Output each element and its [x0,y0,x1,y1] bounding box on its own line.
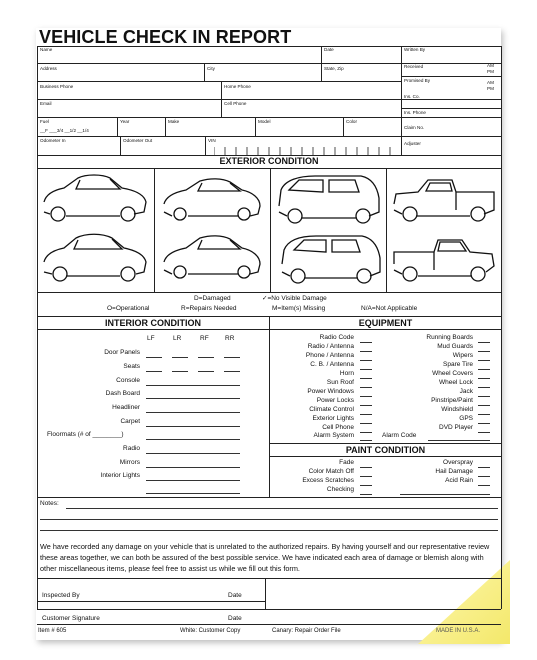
promised-am: AM [487,80,494,85]
equip-alarm-system: Alarm System [313,432,354,439]
legend-damaged: D=Damaged [194,295,231,302]
spare-tire-blank[interactable] [478,369,490,370]
ins-co-label: Ins. Co. [404,94,420,99]
minivan-right-car-icon[interactable] [278,230,383,286]
pickup-left-car-icon[interactable] [390,174,498,226]
equip-spare-tire: Spare Tire [443,361,473,368]
adjuster-label: Adjuster [404,141,421,146]
make-label: Make [168,119,180,124]
white-copy-note: White: Customer Copy [180,628,241,634]
equip-horn: Horn [339,370,354,377]
equip-wheel-covers: Wheel Covers [432,370,473,377]
notes-line-2[interactable] [40,519,498,520]
equip-alarm-code: Alarm Code [382,432,417,439]
interior-door-panels: Door Panels [104,349,140,356]
sedan-right-car-icon[interactable] [40,230,150,288]
written-by-label: Written By [404,47,426,52]
claim-no-label: Claim No. [404,125,425,130]
door-panels-rr[interactable] [224,357,240,358]
equip-cb-antenna: C. B. / Antenna [310,361,354,368]
address-label: Address [40,66,57,71]
equip-running-boards: Running Boards [426,334,473,341]
ins-phone-label: Ins. Phone [404,110,426,115]
door-panels-lr[interactable] [172,357,188,358]
legend-missing: M=Item(s) Missing [272,305,326,312]
name-label: Name [40,47,53,52]
customer-signature-label: Customer Signature [42,615,100,622]
dash-board-line[interactable] [146,398,240,399]
equip-jack: Jack [459,388,473,395]
wheel-covers-blank[interactable] [478,378,490,379]
paint-overspray: Overspray [443,459,473,466]
equip-windshield: Windshield [441,406,473,413]
interior-lights: Interior Lights [100,472,140,479]
received-am: AM [487,63,494,68]
paint-extra-blank[interactable] [400,494,490,495]
promised-by-label: Promised By [404,78,431,83]
inspected-by-label: Inspected By [42,592,80,599]
vin-label: VIN [208,138,216,143]
city-label: City [207,66,215,71]
paint-color-match: Color Match Off [308,468,354,475]
equip-wheel-lock: Wheel Lock [439,379,473,386]
hail-damage-blank[interactable] [478,476,490,477]
floormats-line[interactable] [146,439,240,440]
pickup-right-car-icon[interactable] [390,232,498,286]
windshield-blank[interactable] [478,414,490,415]
email-label: Email [40,101,52,106]
radio-code-blank[interactable] [360,342,372,343]
interior-floormats: Floormats (# of ________) [47,431,124,438]
excess-scratches-blank[interactable] [360,485,372,486]
interior-dash-board: Dash Board [105,390,140,397]
year-label: Year [120,119,130,124]
equip-mud-guards: Mud Guards [437,343,473,350]
mirrors-line[interactable] [146,467,240,468]
interior-console: Console [116,377,140,384]
equip-power-locks: Power Locks [316,397,354,404]
equip-radio-code: Radio Code [319,334,354,341]
paint-excess-scratches: Excess Scratches [302,477,354,484]
equip-wipers: Wipers [452,352,473,359]
gps-blank[interactable] [478,423,490,424]
model-label: Model [258,119,271,124]
paint-acid-rain: Acid Rain [445,477,473,484]
coupe-rear-car-icon[interactable] [160,232,265,284]
exterior-lights-blank[interactable] [360,423,372,424]
paint-fade: Fade [339,459,354,466]
interior-headliner: Headliner [112,404,140,411]
business-phone-label: Business Phone [40,84,74,89]
coupe-front-car-icon[interactable] [160,176,265,226]
exterior-condition-header: EXTERIOR CONDITION [219,156,319,166]
date1-label: Date [228,592,242,599]
interior-extra-line[interactable] [146,493,240,494]
signature-box[interactable] [265,578,501,609]
interior-condition-header: INTERIOR CONDITION [105,318,201,328]
headliner-line[interactable] [146,412,240,413]
col-lf: LF [147,335,155,342]
paint-hail-damage: Hail Damage [435,468,473,475]
carpet-line[interactable] [146,426,240,427]
mud-guards-blank[interactable] [478,351,490,352]
paint-checking: Checking [326,486,354,493]
equipment-header: EQUIPMENT [358,318,413,328]
vin-boxes[interactable] [214,144,401,155]
pinstripe-blank[interactable] [478,405,490,406]
climate-control-blank[interactable] [360,414,372,415]
phone-antenna-blank[interactable] [360,360,372,361]
interior-seats: Seats [123,363,140,370]
seats-lf[interactable] [146,371,162,372]
col-rr: RR [225,335,235,342]
color-label: Color [346,119,357,124]
door-panels-rf[interactable] [198,357,214,358]
notes-line-3[interactable] [40,530,498,531]
date-label: Date [324,47,334,52]
checking-blank[interactable] [360,494,372,495]
console-line[interactable] [146,385,240,386]
disclaimer-text: We have recorded any damage on your vehicle that is unrelated to the authorized repairs. By having yourself and our representative review these areas together, we can both be assured of the best possible service. We have indicated each area of damage or blemish along with other miscellaneous items, please feel free to assist us while we fill out this form. [40,542,490,573]
door-panels-lf[interactable] [146,357,162,358]
color-match-blank[interactable] [360,476,372,477]
equip-gps: GPS [459,415,473,422]
interior-mirrors: Mirrors [119,459,140,466]
equip-climate-control: Climate Control [309,406,354,413]
fuel-scale[interactable]: __F ___3/4 __1/2 __1/4 [40,128,89,133]
fuel-label: Fuel [40,119,49,124]
interior-lights-line[interactable] [146,480,240,481]
radio-antenna-blank[interactable] [360,351,372,352]
notes-label: Notes: [40,500,59,507]
cell-phone-label: Cell Phone [224,101,247,106]
odometer-out-label: Odometer Out [123,138,153,143]
paint-condition-header: PAINT CONDITION [345,445,426,455]
horn-blank[interactable] [360,378,372,379]
made-in-usa: MADE IN U.S.A. [436,628,481,634]
equip-phone-antenna: Phone / Antenna [305,352,354,359]
legend-na: N/A=Not Applicable [361,305,418,312]
dvd-player-blank[interactable] [478,432,490,433]
received-label: Received [404,64,424,69]
notes-line-1[interactable] [66,508,498,509]
interior-carpet: Carpet [120,418,140,425]
acid-rain-blank[interactable] [478,485,490,486]
power-windows-blank[interactable] [360,396,372,397]
seats-lr[interactable] [172,371,188,372]
fade-blank[interactable] [360,467,372,468]
date2-label: Date [228,615,242,622]
interior-radio: Radio [123,445,140,452]
running-boards-blank[interactable] [478,342,490,343]
home-phone-label: Home Phone [224,84,251,89]
radio-line[interactable] [146,453,240,454]
equip-power-windows: Power Windows [307,388,354,395]
equip-pinstripe: Pinstripe/Paint [431,397,473,404]
equip-cell-phone: Cell Phone [322,424,354,431]
cell-phone-blank[interactable] [360,432,372,433]
alarm-system-blank[interactable] [360,440,372,441]
col-lr: LR [173,335,182,342]
received-pm: PM [487,69,494,74]
form-title: VEHICLE CHECK IN REPORT [39,27,292,47]
seats-rf[interactable] [198,371,214,372]
sun-roof-blank[interactable] [360,387,372,388]
legend-operational: O=Operational [107,305,150,312]
odometer-in-label: Odometer In [40,138,66,143]
alarm-code-blank[interactable] [428,440,490,441]
item-number: Item # 605 [38,628,67,634]
col-rf: RF [200,335,209,342]
equip-sun-roof: Sun Roof [326,379,354,386]
power-locks-blank[interactable] [360,405,372,406]
legend-no-damage: ✓=No Visible Damage [262,295,327,302]
jack-blank[interactable] [478,396,490,397]
equip-radio-antenna: Radio / Antenna [307,343,354,350]
sedan-left-car-icon[interactable] [40,172,150,227]
seats-rr[interactable] [224,371,240,372]
state-zip-label: State, Zip [324,66,344,71]
equip-exterior-lights: Exterior Lights [312,415,354,422]
equip-dvd-player: DVD Player [439,424,473,431]
wipers-blank[interactable] [478,360,490,361]
wheel-lock-blank[interactable] [478,387,490,388]
cb-antenna-blank[interactable] [360,369,372,370]
canary-copy-note: Canary: Repair Order File [272,628,341,634]
legend-repairs: R=Repairs Needed [181,305,237,312]
minivan-left-car-icon[interactable] [275,172,383,227]
promised-pm: PM [487,86,494,91]
overspray-blank[interactable] [478,467,490,468]
